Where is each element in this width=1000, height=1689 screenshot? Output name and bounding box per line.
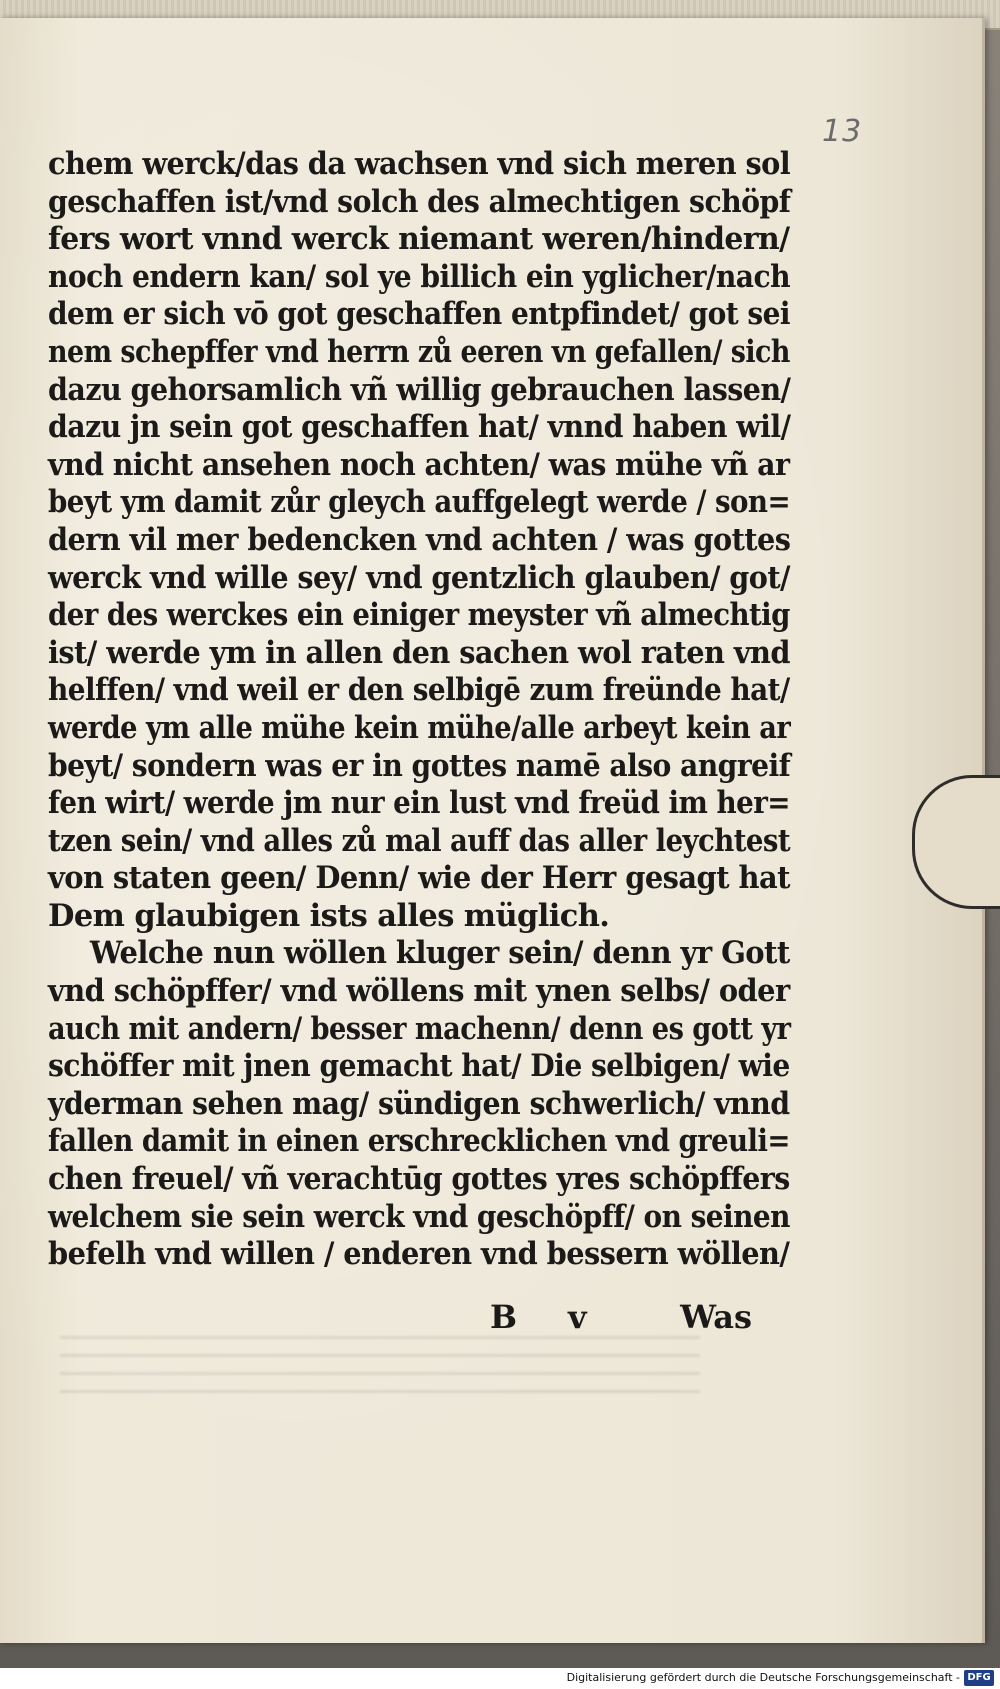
text-line: vnd schöpffer/ vnd wöllens mit ynen selbs/ oder <box>48 973 790 1010</box>
text-line: ist/ werde ym in allen den sachen wol raten vnd <box>48 634 790 671</box>
catchword: Was <box>680 1298 752 1336</box>
text-line: fallen damit in einen erschrecklichen vnd greuli= <box>48 1123 790 1160</box>
text-line: fers wort vnnd werck niemant weren/hindern/ <box>48 221 790 258</box>
text-line: der des werckes ein einiger meyster vñ almechtig <box>48 597 790 634</box>
text-line: helffen/ vnd weil er den selbigē zum freünde hat/ <box>48 672 790 709</box>
folio-number: 13 <box>822 114 863 149</box>
text-line: chem werck/das da wachsen vnd sich meren sol <box>48 146 791 182</box>
text-line: werde ym alle mühe kein mühe/alle arbeyt kein ar <box>48 709 791 746</box>
dfg-logo-icon: DFG <box>964 1670 994 1686</box>
text-line: Dem glaubigen ists alles müglich. <box>48 897 610 934</box>
signature-number: v <box>568 1298 587 1336</box>
signature-mark: B <box>490 1298 518 1336</box>
text-line: beyt ym damit zůr gleych auffgelegt werde / son= <box>48 484 791 521</box>
text-line: geschaffen ist/vnd solch des almechtigen schöpf <box>48 183 791 220</box>
text-line: befelh vnd willen / enderen vnd bessern wöllen/ <box>48 1236 790 1273</box>
text-line: nem schepffer vnd herrn zů eeren vn gefallen/ sich <box>48 333 790 370</box>
text-line: dern vil mer bedencken vnd achten / was gottes <box>48 521 791 558</box>
show-through-text <box>60 1336 700 1396</box>
body-text <box>48 146 790 1274</box>
text-line: beyt/ sondern was er in gottes namē also angreif <box>48 747 791 784</box>
text-line: fen wirt/ werde jm nur ein lust vnd freüd im her= <box>48 785 791 822</box>
text-line: von staten geen/ Denn/ wie der Herr gesagt hat <box>48 860 790 897</box>
text-line: dazu gehorsamlich vñ willig gebrauchen lassen/ <box>48 371 791 408</box>
funding-credit: Digitalisierung gefördert durch die Deutsche Forschungsgemeinschaft - <box>566 1671 960 1684</box>
text-line: noch endern kan/ sol ye billich ein yglicher/nach <box>48 258 791 295</box>
text-line: welchem sie sein werck vnd geschöpff/ on seinen <box>48 1198 790 1235</box>
text-line: dazu jn sein got geschaffen hat/ vnnd haben wil/ <box>48 409 791 446</box>
text-line: tzen sein/ vnd alles zů mal auff das aller leychtest <box>48 822 791 859</box>
text-line: dem er sich vō got geschaffen entpfindet/ got sei <box>48 296 790 333</box>
text-line: vnd nicht ansehen noch achten/ was mühe vñ ar <box>48 446 790 483</box>
text-line: werck vnd wille sey/ vnd gentzlich glauben/ got/ <box>48 559 790 596</box>
text-line: yderman sehen mag/ sündigen schwerlich/ vnnd <box>48 1085 790 1122</box>
text-line: auch mit andern/ besser machenn/ denn es gott yr <box>48 1010 791 1047</box>
book-page <box>0 18 985 1643</box>
text-line-paragraph-start: Welche nun wöllen kluger sein/ denn yr Gott <box>89 935 790 972</box>
text-line: chen freuel/ vñ verachtūg gottes yres schöpffers <box>48 1161 790 1198</box>
text-line: schöffer mit jnen gemacht hat/ Die selbigen/ wie <box>48 1048 790 1085</box>
